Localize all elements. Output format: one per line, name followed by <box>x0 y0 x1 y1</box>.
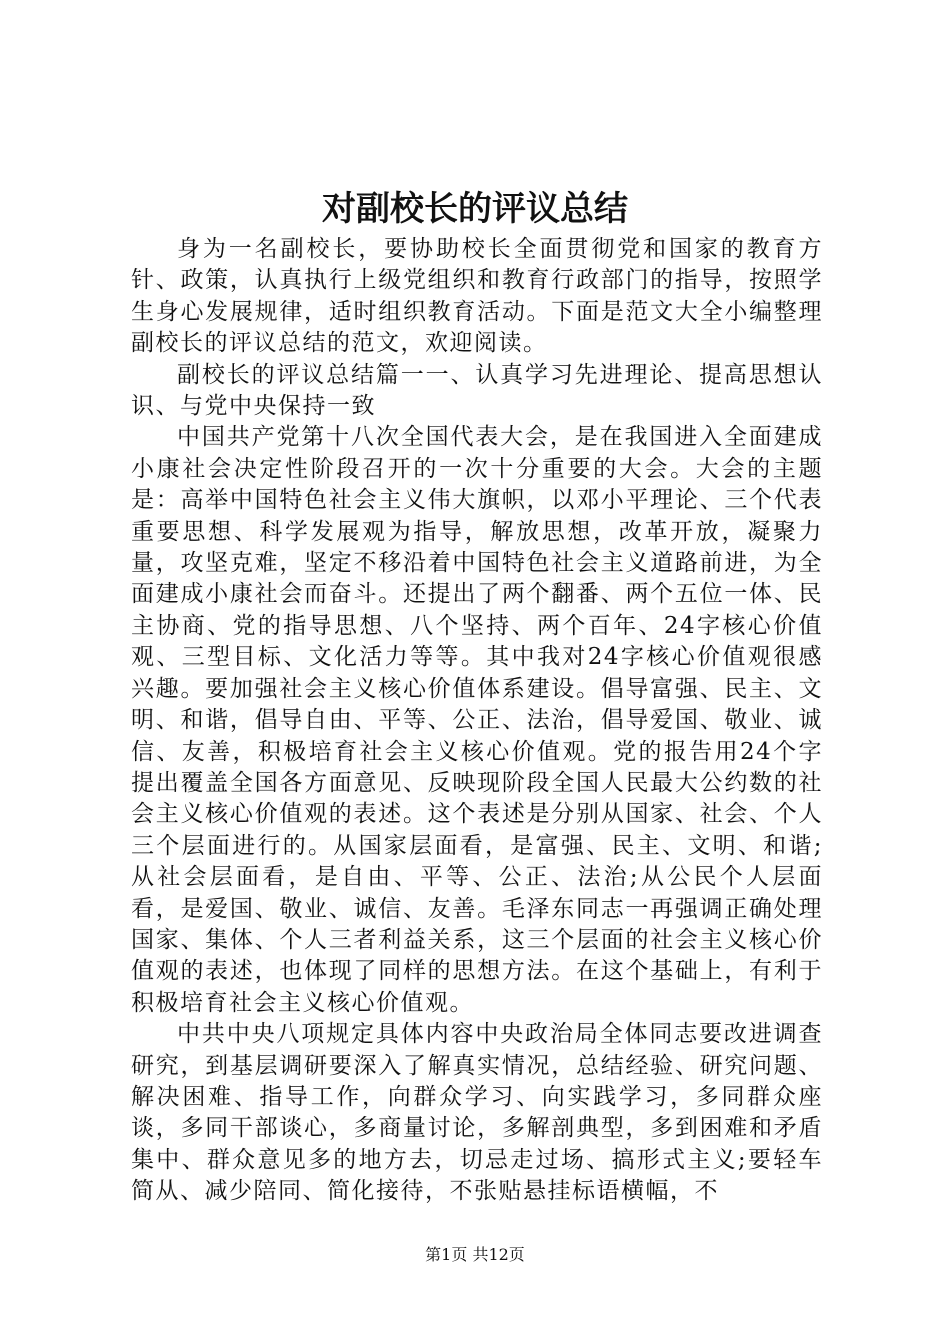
page-number-footer: 第1页 共12页 <box>425 1245 525 1264</box>
paragraph-intro: 身为一名副校长，要协助校长全面贯彻党和国家的教育方针、政策，认真执行上级党组织和教育行政部门的指导，按照学生身心发展规律，适时组织教育活动。下面是范文大全小编整理副校长的评议总结的范文，欢迎阅读。 <box>131 236 823 357</box>
document-body <box>131 234 823 1208</box>
paragraph-congress: 中国共产党第十八次全国代表大会，是在我国进入全面建成小康社会决定性阶段召开的一次十分重要的大会。大会的主题是：高举中国特色社会主义伟大旗帜，以邓小平理论、三个代表重要思想、科学发展观为指导，解放思想，改革开放，凝聚力量，攻坚克难，坚定不移沿着中国特色社会主义道路前进，为全面建成小康社会而奋斗。还提出了两个翻番、两个五位一体、民主协商、党的指导思想、八个坚持、两个百年、24字核心价值观、三型目标、文化活力等等。其中我对24字核心价值观很感兴趣。要加强社会主义核心价值体系建设。倡导富强、民主、文明、和谐，倡导自由、平等、公正、法治，倡导爱国、敬业、诚信、友善，积极培育社会主义核心价值观。党的报告用24个字提出覆盖全国各方面意见、反映现阶段全国人民最大公约数的社会主义核心价值观的表述。这个表述是分别从国家、社会、个人三个层面进行的。从国家层面看，是富强、民主、文明、和谐;从社会层面看，是自由、平等、公正、法治;从公民个人层面看，是爱国、敬业、诚信、友善。毛泽东同志一再强调正确处理国家、集体、个人三者利益关系，这三个层面的社会主义核心价值观的表述，也体现了同样的思想方法。在这个基础上，有利于积极培育社会主义核心价值观。 <box>131 424 823 1016</box>
paragraph-section-heading: 副校长的评议总结篇一一、认真学习先进理论、提高思想认识、与党中央保持一致 <box>131 361 823 420</box>
document-title: 对副校长的评议总结 <box>322 189 628 229</box>
paragraph-eight-rules: 中共中央八项规定具体内容中央政治局全体同志要改进调查研究，到基层调研要深入了解真实情况，总结经验、研究问题、解决困难、指导工作，向群众学习、向实践学习，多同群众座谈，多同干部谈心，多商量讨论，多解剖典型，多到困难和矛盾集中、群众意见多的地方去，切忌走过场、搞形式主义;要轻车简从、减少陪同、简化接待，不张贴悬挂标语横幅，不 <box>131 1021 823 1205</box>
